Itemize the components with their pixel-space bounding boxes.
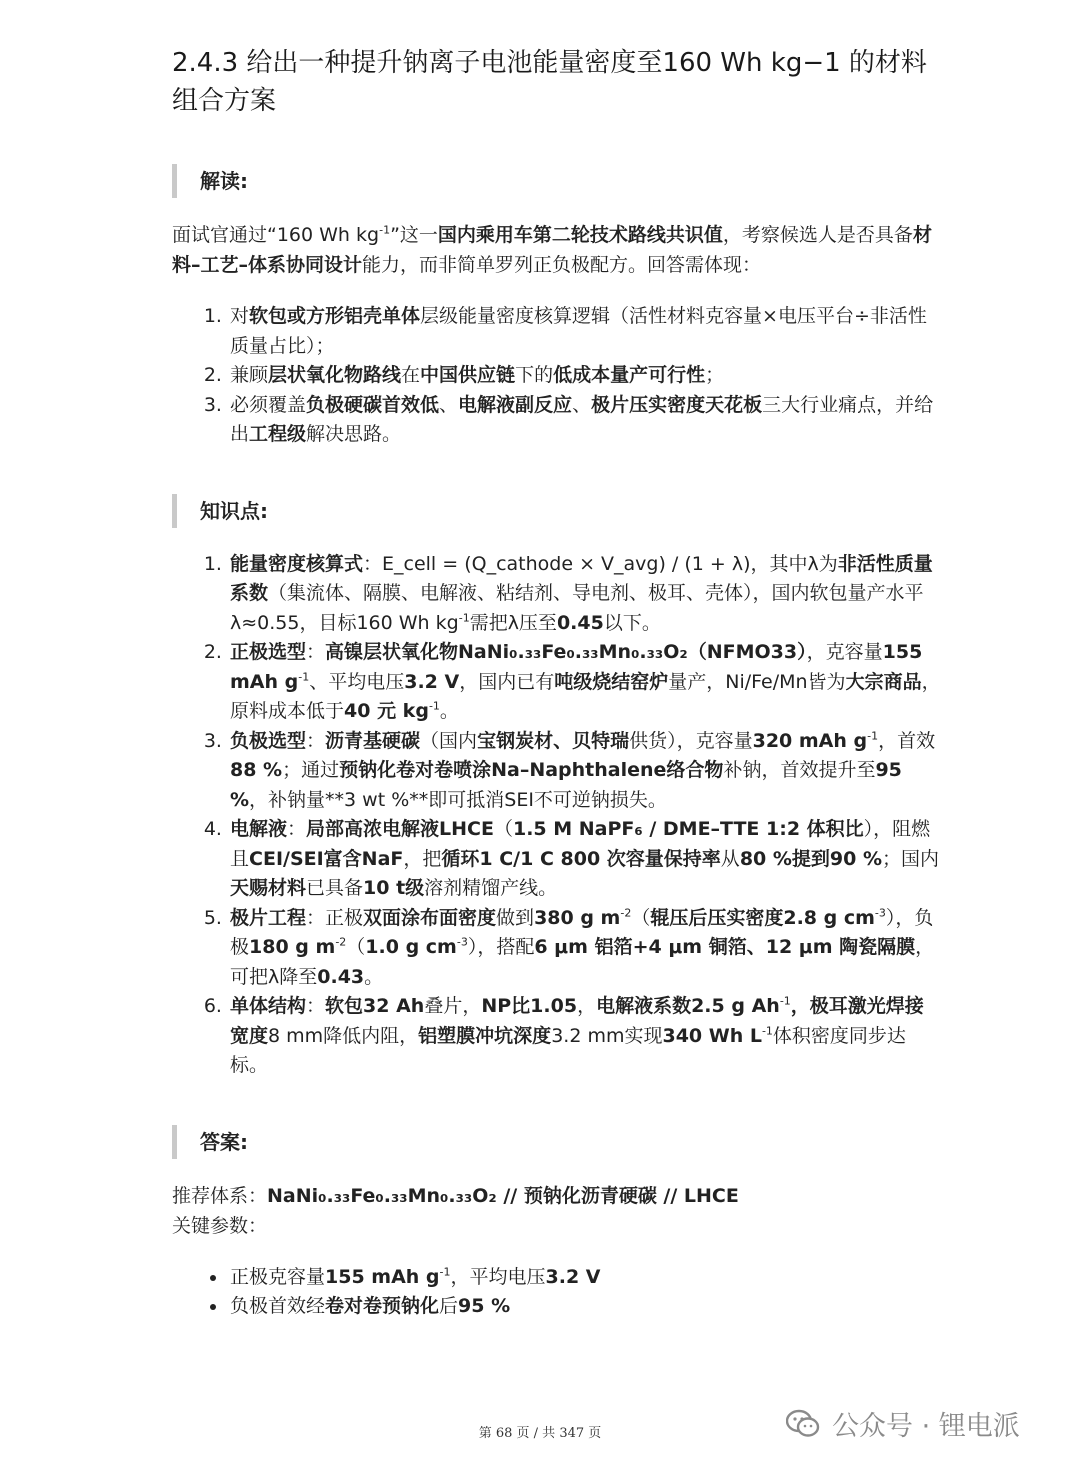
list-item: 4. 电解液：局部高浓电解液LHCE（1.5 M NaPF₆ / DME–TTE 1:2 体积比），阻燃且CEI/SEI富含NaF，把循环1 C/1 C 800 次容量保持率从80 %提到90 %；国内天赐材料已具备10 t级溶剂精馏产线。 [228, 815, 942, 904]
watermark-text: 公众号 · 锂电派 [832, 1411, 1020, 1442]
list-item: 3. 负极选型：沥青基硬碳（国内宝钢炭材、贝特瑞供货），克容量320 mAh $g^{-1}$，首效88 %；通过预钠化卷对卷喷涂Na–Naphthalene络合物补钠，首效提升至95 %，补钠量**3 wt %**即可抵消SEI不可逆钠损失。 [228, 727, 942, 816]
answer-recommendation: 推荐体系：NaNi₀.₃₃Fe₀.₃₃Mn₀.₃₃O₂ // 预钠化沥青硬碳 // LHCE 关键参数： [172, 1184, 739, 1237]
page-title: 2.4.3 给出一种提升钠离子电池能量密度至160 Wh kg−1 的材料组合方案 [172, 48, 927, 116]
list-item: 2. 正极选型：高镍层状氧化物NaNi₀.₃₃Fe₀.₃₃Mn₀.₃₃O₂（NFMO33），克容量155 mAh $g^{-1}$、平均电压3.2 V，国内已有吨级烧结窑炉量产，Ni/Fe/Mn皆为大宗商品，原料成本低于40 元 $kg^{-1}$。 [228, 638, 942, 727]
list-item: 1. 对软包或方形铝壳单体层级能量密度核算逻辑（活性材料克容量×电压平台÷非活性质量占比）； [228, 302, 942, 361]
list-item: 6. 单体结构：软包32 Ah叠片，NP比1.05，电解液系数2.5 g $Ah^{-1}$，极耳激光焊接宽度8 mm降低内阻，铝塑膜冲坑深度3.2 mm实现340 Wh $L^{-1}$体积密度同步达标。 [228, 992, 942, 1081]
list-item: • 负极首效经卷对卷预钠化后95 % [228, 1292, 942, 1322]
section-heading-answer: 答案: [172, 1125, 942, 1159]
section-heading-knowledge: 知识点: [172, 494, 942, 528]
list-item: 3. 必须覆盖负极硬碳首效低、电解液副反应、极片压实密度天花板三大行业痛点，并给出工程级解决思路。 [228, 391, 942, 450]
list-item: 2. 兼顾层状氧化物路线在中国供应链下的低成本量产可行性； [228, 361, 942, 391]
section-heading-interpret: 解读: [172, 164, 942, 198]
document-page [172, 44, 942, 1322]
heading-bar [172, 494, 177, 528]
knowledge-list [172, 550, 942, 1081]
list-item: • 正极克容量155 mAh $g^{-1}$，平均电压3.2 V [228, 1263, 942, 1293]
heading-bar [172, 1125, 177, 1159]
list-item: 1. 能量密度核算式：E_cell = (Q_cathode × V_avg) / (1 + λ)，其中λ为非活性质量系数（集流体、隔膜、电解液、粘结剂、导电剂、极耳、壳体），国内软包量产水平λ≈0.55，目标160 Wh $kg^{-1}$需把λ压至0.45以下。 [228, 550, 942, 639]
page-number: 第 68 页 / 共 347 页 [478, 1426, 602, 1441]
wechat-icon [786, 1409, 820, 1439]
answer-params-list [172, 1263, 942, 1322]
heading-bar [172, 164, 177, 198]
watermark [786, 1404, 1020, 1443]
interpret-list [172, 302, 942, 450]
list-item: 5. 极片工程：正极双面涂布面密度做到380 g $m^{-2}$（辊压后压实密度2.8 g $cm^{-3}$），负极180 g $m^{-2}(1.0$ g $cm^{-3}$），搭配6 μm 铝箔+4 μm 铜箔、12 μm 陶瓷隔膜，可把λ降至0.43。 [228, 904, 942, 993]
interpret-paragraph: 面试官通过“160 Wh $kg^{-1}$”这一国内乘用车第二轮技术路线共识值，考察候选人是否具备材料–工艺–体系协同设计能力，而非简单罗列正负极配方。回答需体现： [172, 223, 932, 276]
